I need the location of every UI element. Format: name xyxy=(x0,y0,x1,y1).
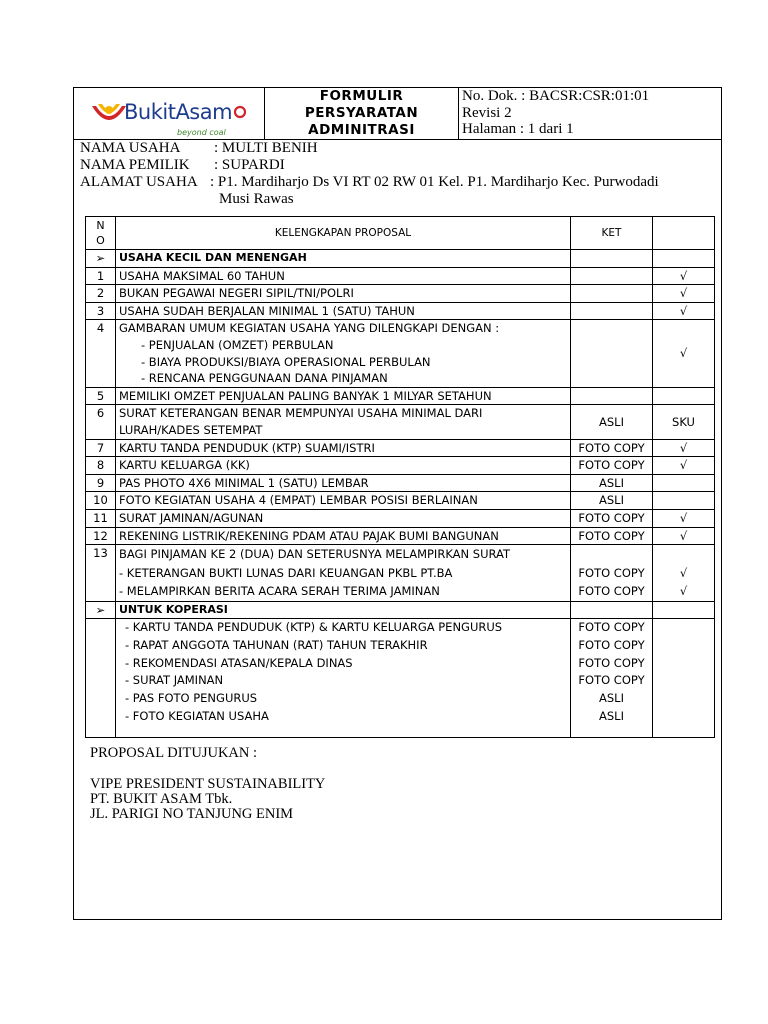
row-ket: FOTO COPY xyxy=(578,655,645,670)
document-header xyxy=(73,87,722,140)
col-ket-header: KET xyxy=(571,217,653,250)
owner-name-value: : SUPARDI xyxy=(214,157,285,173)
business-name-value: : MULTI BENIH xyxy=(214,140,318,156)
form-title-line-2: PERSYARATAN xyxy=(304,105,419,121)
row-ket: FOTO COPY xyxy=(571,439,653,457)
business-name-row xyxy=(80,140,318,157)
row-sub-item: - RENCANA PENGGUNAAN DANA PINJAMAN xyxy=(141,371,388,386)
row-text: KARTU TANDA PENDUDUK (KTP) SUAMI/ISTRI xyxy=(116,439,571,457)
row-check xyxy=(653,545,715,602)
address-label: ALAMAT USAHA xyxy=(80,174,198,190)
row-number: 12 xyxy=(86,527,116,545)
table-row xyxy=(86,302,715,320)
row-text: REKENING LISTRIK/REKENING PDAM ATAU PAJAK BUMI BANGUNAN xyxy=(116,527,571,545)
row-number: 9 xyxy=(86,474,116,492)
form-title-line-3: ADMINITRASI xyxy=(308,122,415,138)
row-ket xyxy=(571,545,653,602)
bullet-icon: ➢ xyxy=(86,601,116,619)
row-main-text: GAMBARAN UMUM KEGIATAN USAHA YANG DILENGKAPI DENGAN : xyxy=(119,321,500,336)
checkmark xyxy=(653,492,715,510)
row-ket xyxy=(571,285,653,303)
table-row xyxy=(86,509,715,527)
list-item: - FOTO KEGIATAN USAHA xyxy=(125,708,269,723)
table-row xyxy=(86,457,715,475)
empty-cell xyxy=(571,250,653,268)
table-row xyxy=(86,405,715,439)
form-title xyxy=(265,87,459,139)
logo-brand-text: BukitAsam xyxy=(124,100,233,124)
checkmark xyxy=(653,474,715,492)
row-number: 11 xyxy=(86,509,116,527)
row-sub-item: - KETERANGAN BUKTI LUNAS DARI KEUANGAN PKBL PT.BA xyxy=(119,565,453,580)
row-check-text: SKU xyxy=(653,405,715,439)
row-text: FOTO KEGIATAN USAHA 4 (EMPAT) LEMBAR POSISI BERLAINAN xyxy=(116,492,571,510)
logo-tagline: beyond coal xyxy=(177,128,226,137)
list-item: - PAS FOTO PENGURUS xyxy=(125,691,258,705)
doc-number: No. Dok. : BACSR:CSR:01:01 xyxy=(462,88,650,104)
row-ket: ASLI xyxy=(599,708,624,723)
row-ket: FOTO COPY xyxy=(571,527,653,545)
section-title-koperasi: UNTUK KOPERASI xyxy=(116,601,571,619)
row-ket: FOTO COPY xyxy=(571,457,653,475)
row-number: 13 xyxy=(86,545,116,602)
recipient-company: PT. BUKIT ASAM Tbk. xyxy=(90,791,233,807)
row-text: USAHA SUDAH BERJALAN MINIMAL 1 (SATU) TAHUN xyxy=(116,302,571,320)
row-ket xyxy=(571,302,653,320)
empty-cell xyxy=(571,387,653,405)
row-number: 6 xyxy=(86,405,116,439)
empty-cell xyxy=(653,250,715,268)
table-row xyxy=(86,492,715,510)
table-row xyxy=(86,267,715,285)
koperasi-ket xyxy=(571,619,653,738)
checkmark: √ xyxy=(679,584,688,599)
row-sub-item: - MELAMPIRKAN BERITA ACARA SERAH TERIMA JAMINAN xyxy=(119,584,440,599)
revision: Revisi 2 xyxy=(462,104,512,121)
empty-cell xyxy=(653,619,715,738)
checkmark: √ xyxy=(653,509,715,527)
document-meta xyxy=(462,88,718,138)
recipient-title: VIPE PRESIDENT SUSTAINABILITY xyxy=(90,776,326,792)
row-number: 1 xyxy=(86,267,116,285)
empty-cell xyxy=(86,619,116,738)
col-check-header xyxy=(653,217,715,250)
row-text xyxy=(116,320,571,387)
list-item: - KARTU TANDA PENDUDUK (KTP) & KARTU KELUARGA PENGURUS xyxy=(125,620,503,635)
checkmark: √ xyxy=(653,302,715,320)
row-ket: FOTO COPY xyxy=(578,637,645,652)
address-row xyxy=(80,174,659,191)
row-ket xyxy=(571,267,653,285)
table-row xyxy=(86,320,715,387)
row-text xyxy=(116,545,571,602)
address-value-2: Musi Rawas xyxy=(219,191,294,207)
table-row xyxy=(86,527,715,545)
form-title-line-1: FORMULIR xyxy=(319,88,404,104)
section-title-ukm: USAHA KECIL DAN MENENGAH xyxy=(116,250,571,268)
row-number: 7 xyxy=(86,439,116,457)
address-value-1: : P1. Mardiharjo Ds VI RT 02 RW 01 Kel. P1. Mardiharjo Kec. Purwodadi xyxy=(210,174,659,190)
logo-mark-icon xyxy=(89,100,129,134)
company-logo xyxy=(73,87,265,139)
row-ket: FOTO COPY xyxy=(571,509,653,527)
row-number: 3 xyxy=(86,302,116,320)
row-ket-sub: FOTO COPY xyxy=(578,565,645,580)
row-ket-sub: FOTO COPY xyxy=(578,584,645,599)
section-row xyxy=(86,601,715,619)
row-ket: ASLI xyxy=(571,405,653,439)
row-ket: ASLI xyxy=(599,691,624,705)
row-ket: ASLI xyxy=(571,474,653,492)
empty-cell xyxy=(653,601,715,619)
proposal-to-label: PROPOSAL DITUJUKAN : xyxy=(90,745,258,761)
table-row xyxy=(86,474,715,492)
checkmark: √ xyxy=(653,457,715,475)
requirements-table xyxy=(85,216,715,738)
table-row xyxy=(86,439,715,457)
koperasi-items xyxy=(116,619,571,738)
row-text: SURAT JAMINAN/AGUNAN xyxy=(116,509,571,527)
checkmark: √ xyxy=(653,285,715,303)
row-ket: FOTO COPY xyxy=(578,620,645,635)
list-item: - REKOMENDASI ATASAN/KEPALA DINAS xyxy=(125,655,353,670)
table-row xyxy=(86,285,715,303)
bullet-icon: ➢ xyxy=(86,250,116,268)
empty-cell xyxy=(571,601,653,619)
list-item: - RAPAT ANGGOTA TAHUNAN (RAT) TAHUN TERAKHIR xyxy=(125,637,428,652)
row-number: 5 xyxy=(86,387,116,405)
logo-ring-icon xyxy=(233,105,247,119)
row-text: KARTU KELUARGA (KK) xyxy=(116,457,571,475)
table-row xyxy=(86,619,715,738)
row-sub-item: - BIAYA PRODUKSI/BIAYA OPERASIONAL PERBULAN xyxy=(141,354,431,369)
recipient-address: JL. PARIGI NO TANJUNG ENIM xyxy=(90,806,294,822)
table-row xyxy=(86,545,715,602)
table-row xyxy=(86,387,715,405)
col-item-header: KELENGKAPAN PROPOSAL xyxy=(116,217,571,250)
empty-cell xyxy=(653,387,715,405)
row-number: 2 xyxy=(86,285,116,303)
col-no-header: N O xyxy=(86,217,116,250)
checkmark: √ xyxy=(679,565,688,580)
owner-name-label: NAMA PEMILIK xyxy=(80,157,190,173)
row-ket: ASLI xyxy=(571,492,653,510)
row-text: BUKAN PEGAWAI NEGERI SIPIL/TNI/POLRI xyxy=(116,285,571,303)
empty-cell xyxy=(571,320,653,387)
row-sub-item: - PENJUALAN (OMZET) PERBULAN xyxy=(141,337,334,352)
row-number: 10 xyxy=(86,492,116,510)
table-header-row xyxy=(86,217,715,250)
checkmark: √ xyxy=(653,439,715,457)
row-main-text: BAGI PINJAMAN KE 2 (DUA) DAN SETERUSNYA MELAMPIRKAN SURAT xyxy=(119,547,511,562)
row-text: SURAT KETERANGAN BENAR MEMPUNYAI USAHA MINIMAL DARI LURAH/KADES SETEMPAT xyxy=(116,405,571,439)
checkmark: √ xyxy=(653,320,715,387)
section-row xyxy=(86,250,715,268)
row-number: 8 xyxy=(86,457,116,475)
checkmark: √ xyxy=(653,527,715,545)
row-text: PAS PHOTO 4X6 MINIMAL 1 (SATU) LEMBAR xyxy=(116,474,571,492)
checkmark: √ xyxy=(653,267,715,285)
row-number: 4 xyxy=(86,320,116,387)
business-name-label: NAMA USAHA xyxy=(80,140,181,156)
page-number: Halaman : 1 dari 1 xyxy=(462,121,574,137)
row-ket: FOTO COPY xyxy=(578,673,645,688)
owner-name-row xyxy=(80,157,285,174)
row-text: USAHA MAKSIMAL 60 TAHUN xyxy=(116,267,571,285)
row-text: MEMILIKI OMZET PENJUALAN PALING BANYAK 1 MILYAR SETAHUN xyxy=(116,387,571,405)
list-item: - SURAT JAMINAN xyxy=(125,673,224,688)
